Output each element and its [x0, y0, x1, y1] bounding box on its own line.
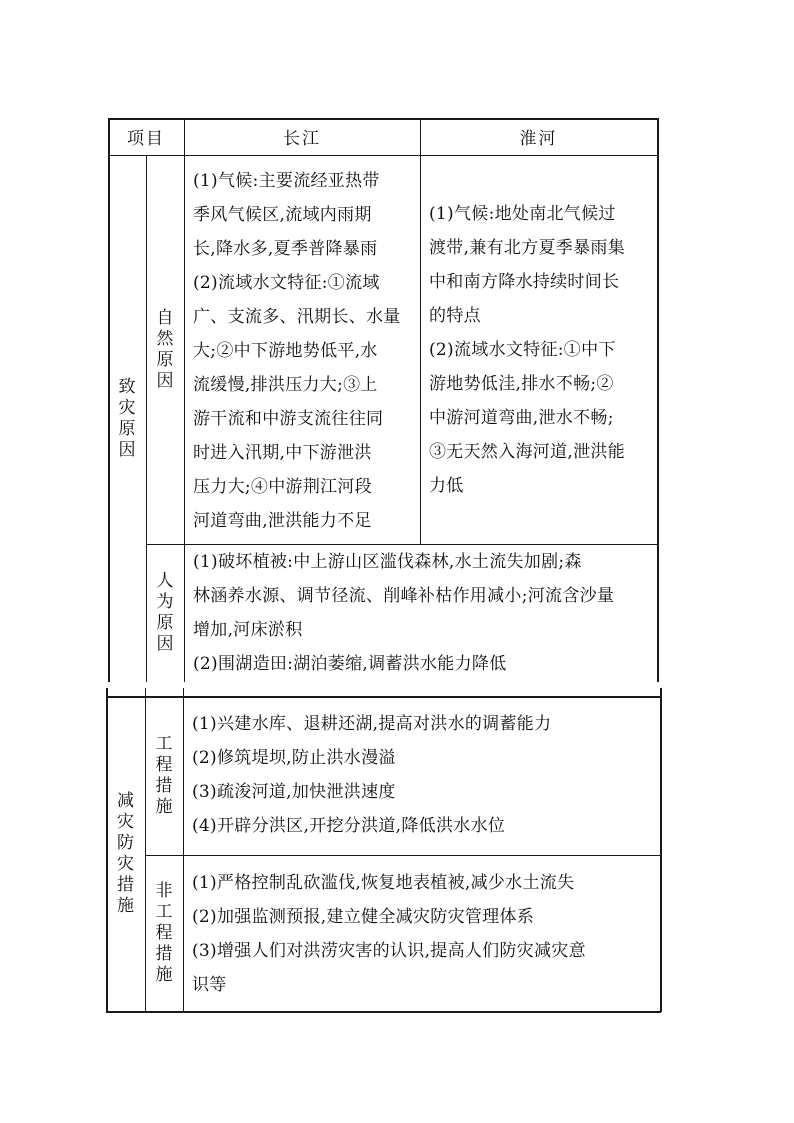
cause-title-char: 因	[118, 439, 136, 460]
text-line: 广、支流多、汛期长、水量	[193, 307, 401, 327]
text-line: (2)加强监测预报,建立健全减灾防灾管理体系	[192, 907, 535, 927]
cause-title-char: 灾	[118, 397, 136, 418]
text-line: (1)兴建水库、退耕还湖,提高对洪水的调蓄能力	[192, 714, 552, 734]
measures-title-char: 施	[117, 896, 134, 916]
header-item: 项目	[127, 129, 165, 149]
text-line: 渡带,兼有北方夏季暴雨集	[429, 238, 626, 258]
text-line: (2)修筑堤坝,防止洪水漫溢	[192, 748, 396, 768]
non-engineering-label-char: 非	[155, 881, 173, 901]
text-line: 林涵养水源、调节径流、削峰补枯作用减小;河流含沙量	[193, 586, 615, 606]
text-line: 流缓慢,排洪压力大;③上	[193, 375, 378, 395]
text-line: 力低	[429, 476, 464, 496]
natural-label-char: 自	[156, 307, 174, 328]
text-line: (1)气候:地处南北气候过	[429, 204, 616, 224]
cause-title-char: 致	[118, 376, 136, 397]
text-line: 的特点	[429, 306, 481, 326]
engineering-label	[145, 697, 183, 855]
natural-label-char: 因	[156, 370, 174, 391]
non-engineering-label-char: 施	[155, 965, 173, 985]
human-label-char: 为	[156, 592, 174, 612]
text-line: 大;②中下游地势低平,水	[193, 341, 378, 361]
measures-title-char: 防	[117, 833, 134, 853]
header-huaihe: 淮河	[519, 129, 558, 149]
engineering-label-char: 施	[155, 797, 173, 817]
text-line: (3)疏浚河道,加快泄洪速度	[192, 782, 396, 802]
measures-title	[106, 697, 145, 1011]
natural-label-char: 原	[156, 349, 174, 370]
natural-label-char: 然	[156, 328, 174, 349]
text-line: (4)开辟分洪区,开挖分洪道,降低洪水水位	[192, 816, 506, 836]
engineering-label-char: 工	[155, 734, 173, 754]
text-line: 时进入汛期,中下游泄洪	[193, 443, 372, 463]
text-line: (1)气候:主要流经亚热带	[193, 171, 380, 191]
text-line: 中和南方降水持续时间长	[429, 272, 620, 292]
text-line: 增加,河床淤积	[193, 620, 303, 640]
text-line: 长,降水多,夏季普降暴雨	[193, 239, 378, 259]
human-cause-text	[185, 545, 657, 681]
text-line: (1)严格控制乱砍滥伐,恢复地表植被,减少水土流失	[192, 873, 575, 893]
measures-title-char: 灾	[117, 812, 134, 832]
text-line: 季风气候区,流域内雨期	[193, 205, 372, 225]
human-label-char: 原	[156, 613, 174, 633]
text-line: 河道弯曲,泄洪能力不足	[193, 511, 372, 531]
engineering-label-char: 程	[155, 755, 173, 775]
text-line: (3)增强人们对洪涝灾害的认识,提高人们防灾减灾意	[192, 941, 586, 961]
text-line: 游干流和中游支流往往同	[193, 409, 384, 429]
measures-title-char: 灾	[117, 854, 134, 874]
non-engineering-label-char: 措	[155, 944, 173, 964]
text-line: (1)破坏植被:中上游山区滥伐森林,水土流失加剧;森	[193, 552, 582, 572]
measures-title-char: 减	[117, 791, 134, 811]
engineering-text	[184, 707, 660, 843]
text-line: 中游河道弯曲,泄水不畅;	[429, 408, 614, 428]
human-label-char: 人	[156, 571, 174, 591]
natural-cause-label	[146, 155, 184, 544]
text-line: (2)流域水文特征:①中下	[429, 340, 616, 360]
text-line: (2)流域水文特征:①流域	[193, 273, 380, 293]
text-line: ③无天然入海河道,泄洪能	[429, 442, 626, 462]
engineering-label-char: 措	[155, 776, 173, 796]
cause-title	[108, 155, 146, 682]
text-line: 识等	[192, 975, 227, 995]
yangtze-natural-text	[185, 164, 420, 538]
non-engineering-label	[145, 856, 183, 1011]
text-line: (2)围湖造田:湖泊萎缩,调蓄洪水能力降低	[193, 654, 507, 674]
human-cause-label	[146, 544, 184, 682]
text-line: 压力大;④中游荆江河段	[193, 477, 373, 497]
huaihe-natural-text	[421, 197, 657, 503]
text-line: 游地势低洼,排水不畅;②	[429, 374, 614, 394]
non-engineering-label-char: 程	[155, 923, 173, 943]
cause-title-char: 原	[118, 418, 136, 439]
non-engineering-label-char: 工	[155, 902, 173, 922]
measures-title-char: 措	[117, 875, 134, 895]
header-yangtze: 长江	[283, 129, 321, 149]
non-engineering-text	[184, 866, 660, 1002]
human-label-char: 因	[156, 634, 174, 654]
